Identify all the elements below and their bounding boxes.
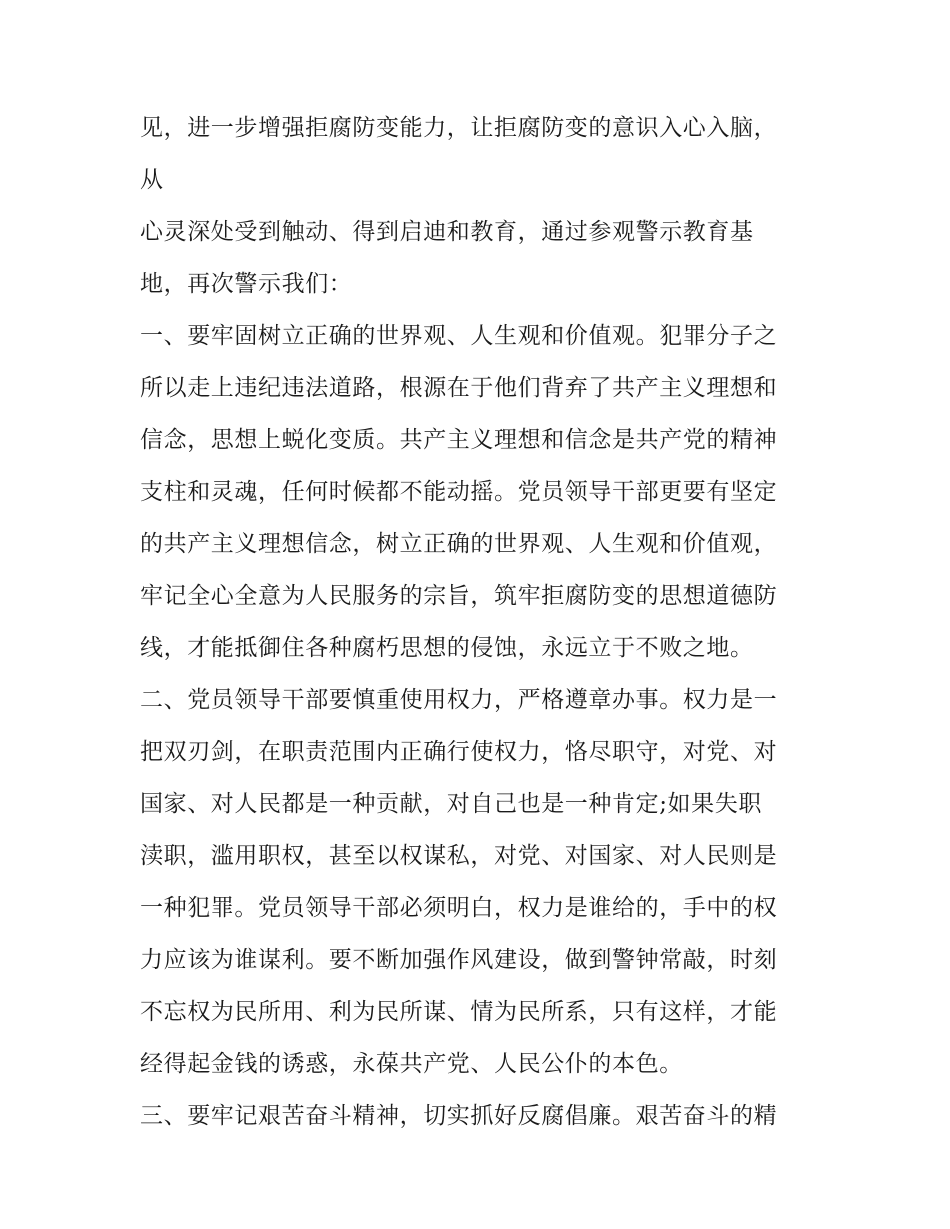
text-line: 支柱和灵魂，任何时候都不能动摇。党员领导干部更要有坚定	[140, 479, 778, 505]
text-line: 渎职，滥用职权，甚至以权谋私，对党、对国家、对人民则是	[140, 843, 778, 869]
text-line: 信念，思想上蜕化变质。共产主义理想和信念是共产党的精神	[140, 427, 778, 453]
text-line: 三、要牢记艰苦奋斗精神，切实抓好反腐倡廉。艰苦奋斗的精	[140, 1103, 778, 1129]
text-line: 力应该为谁谋利。要不断加强作风建设，做到警钟常敲，时刻	[140, 947, 778, 973]
text-line: 把双刃剑，在职责范围内正确行使权力，恪尽职守，对党、对	[140, 739, 778, 765]
text-line: 从	[140, 167, 164, 193]
text-line: 心灵深处受到触动、得到启迪和教育，通过参观警示教育基	[140, 219, 754, 245]
text-line: 经得起金钱的诱惑，永葆共产党、人民公仆的本色。	[140, 1051, 683, 1077]
text-line: 二、党员领导干部要慎重使用权力，严格遵章办事。权力是一	[140, 687, 778, 713]
text-line: 所以走上违纪违法道路，根源在于他们背弃了共产主义理想和	[140, 375, 778, 401]
text-line: 见，进一步增强拒腐防变能力，让拒腐防变的意识入心入脑，	[140, 115, 778, 141]
text-line: 不忘权为民所用、利为民所谋、情为民所系，只有这样，才能	[140, 999, 778, 1025]
text-line: 国家、对人民都是一种贡献，对自己也是一种肯定;如果失职	[140, 791, 762, 817]
text-line: 牢记全心全意为人民服务的宗旨，筑牢拒腐防变的思想道德防	[140, 583, 778, 609]
text-line: 一、要牢固树立正确的世界观、人生观和价值观。犯罪分子之	[140, 323, 778, 349]
text-line: 地，再次警示我们：	[140, 271, 353, 297]
text-line: 的共产主义理想信念，树立正确的世界观、人生观和价值观，	[140, 531, 778, 557]
text-line: 线，才能抵御住各种腐朽思想的侵蚀，永远立于不败之地。	[140, 635, 754, 661]
text-line: 一种犯罪。党员领导干部必须明白，权力是谁给的，手中的权	[140, 895, 778, 921]
